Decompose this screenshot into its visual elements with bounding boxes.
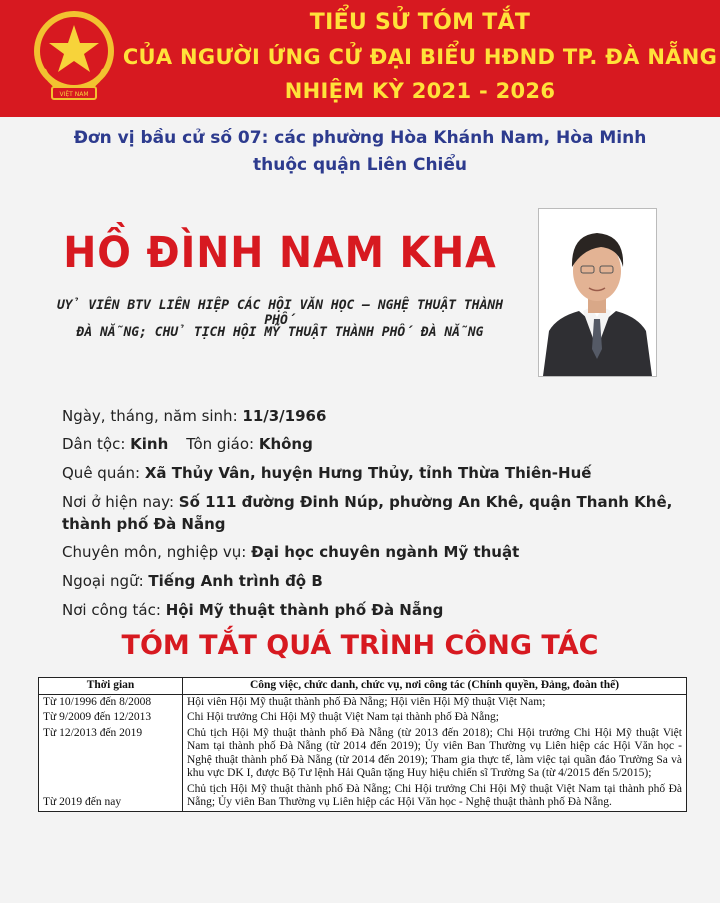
table-row bbox=[39, 694, 687, 710]
row-description: Chủ tịch Hội Mỹ thuật thành phố Đà Nẵng; Chi Hội trưởng Chi Hội Mỹ thuật Việt Nam tại thành phố Đà Nẵng; Ủy viên Ban Thường vụ Liên hiệp các Hội Văn học - Nghệ thuật thành phố Đà Nẵng. bbox=[183, 782, 687, 812]
row-time: Từ 12/2013 đến 2019 bbox=[39, 726, 183, 782]
info-residence: Nơi ở hiện nay: Số 111 đường Đinh Núp, phường An Khê, quận Thanh Khê, thành phố Đà Nẵng bbox=[62, 493, 673, 533]
column-header-time: Thời gian bbox=[39, 678, 183, 695]
portrait-image bbox=[539, 209, 656, 376]
row-time: Từ 9/2009 đến 12/2013 bbox=[39, 710, 183, 726]
row-description: Chủ tịch Hội Mỹ thuật thành phố Đà Nẵng (từ 2013 đến 2018); Chi Hội trưởng Chi Hội Mỹ thuật Việt Nam tại thành phố Đà Nẵng (từ 2014 đến 2019); Ủy viên Ban Thường vụ Liên hiệp các Hội Văn học - Nghệ thuật thành phố Đà Nẵng (từ 2014 đến 2019); Tham gia thực tế, làm việc tại quần đảo Trường Sa và khu vực DK I, được Bộ Tư lệnh Hải Quân tặng Huy hiệu chiến sĩ Trường Sa (từ 4/2015 đến 5/2015); bbox=[183, 726, 687, 782]
info-ethnicity-religion: Dân tộc: Kinh Tôn giáo: Không bbox=[62, 435, 313, 453]
table-row bbox=[39, 782, 687, 812]
national-emblem-icon bbox=[28, 7, 120, 107]
electoral-unit: Đơn vị bầu cử số 07: các phường Hòa Khánh Nam, Hòa Minh bbox=[73, 128, 647, 148]
info-language: Ngoại ngữ: Tiếng Anh trình độ B bbox=[62, 572, 323, 590]
row-description: Chi Hội trưởng Chi Hội Mỹ thuật Việt Nam tại thành phố Đà Nẵng; bbox=[183, 710, 687, 726]
table-header-row bbox=[39, 678, 687, 695]
column-header-description: Công việc, chức danh, chức vụ, nơi công tác (Chính quyền, Đảng, đoàn thể) bbox=[183, 678, 687, 695]
header-subtitle: CỦA NGƯỜI ỨNG CỬ ĐẠI BIỂU HĐND TP. ĐÀ NẴNG bbox=[122, 45, 718, 69]
work-history-title: TÓM TẮT QUÁ TRÌNH CÔNG TÁC bbox=[121, 630, 599, 661]
table-row bbox=[39, 710, 687, 726]
row-time: Từ 10/1996 đến 8/2008 bbox=[39, 694, 183, 710]
electoral-unit-district: thuộc quận Liên Chiểu bbox=[252, 155, 468, 175]
row-time: Từ 2019 đến nay bbox=[39, 782, 183, 812]
info-profession: Chuyên môn, nghiệp vụ: Đại học chuyên ngành Mỹ thuật bbox=[62, 543, 520, 561]
info-workplace: Nơi công tác: Hội Mỹ thuật thành phố Đà Nẵng bbox=[62, 601, 444, 619]
table-row bbox=[39, 726, 687, 782]
candidate-portrait bbox=[538, 208, 657, 377]
info-hometown: Quê quán: Xã Thủy Vân, huyện Hưng Thủy, tỉnh Thừa Thiên-Huế bbox=[62, 464, 592, 482]
svg-text:VIỆT NAM: VIỆT NAM bbox=[59, 91, 89, 98]
work-history-table bbox=[38, 677, 687, 812]
info-dob: Ngày, tháng, năm sinh: 11/3/1966 bbox=[62, 407, 327, 425]
candidate-title-line1: UỶ VIÊN BTV LIÊN HIỆP CÁC HỘI VĂN HỌC – NGHỆ THUẬT THÀNH PHỐ bbox=[56, 298, 504, 328]
header-term: NHIỆM KỲ 2021 - 2026 bbox=[284, 79, 556, 103]
row-description: Hội viên Hội Mỹ thuật thành phố Đà Nẵng; Hội viên Hội Mỹ thuật Việt Nam; bbox=[183, 694, 687, 710]
candidate-name: HỒ ĐÌNH NAM KHA bbox=[63, 228, 497, 278]
candidate-title-line2: ĐÀ NẴNG; CHỦ TỊCH HỘI MỸ THUẬT THÀNH PHỐ ĐÀ NẴNG bbox=[76, 325, 484, 340]
header-title: TIỂU SỬ TÓM TẮT bbox=[309, 10, 531, 35]
header-banner bbox=[0, 0, 720, 117]
